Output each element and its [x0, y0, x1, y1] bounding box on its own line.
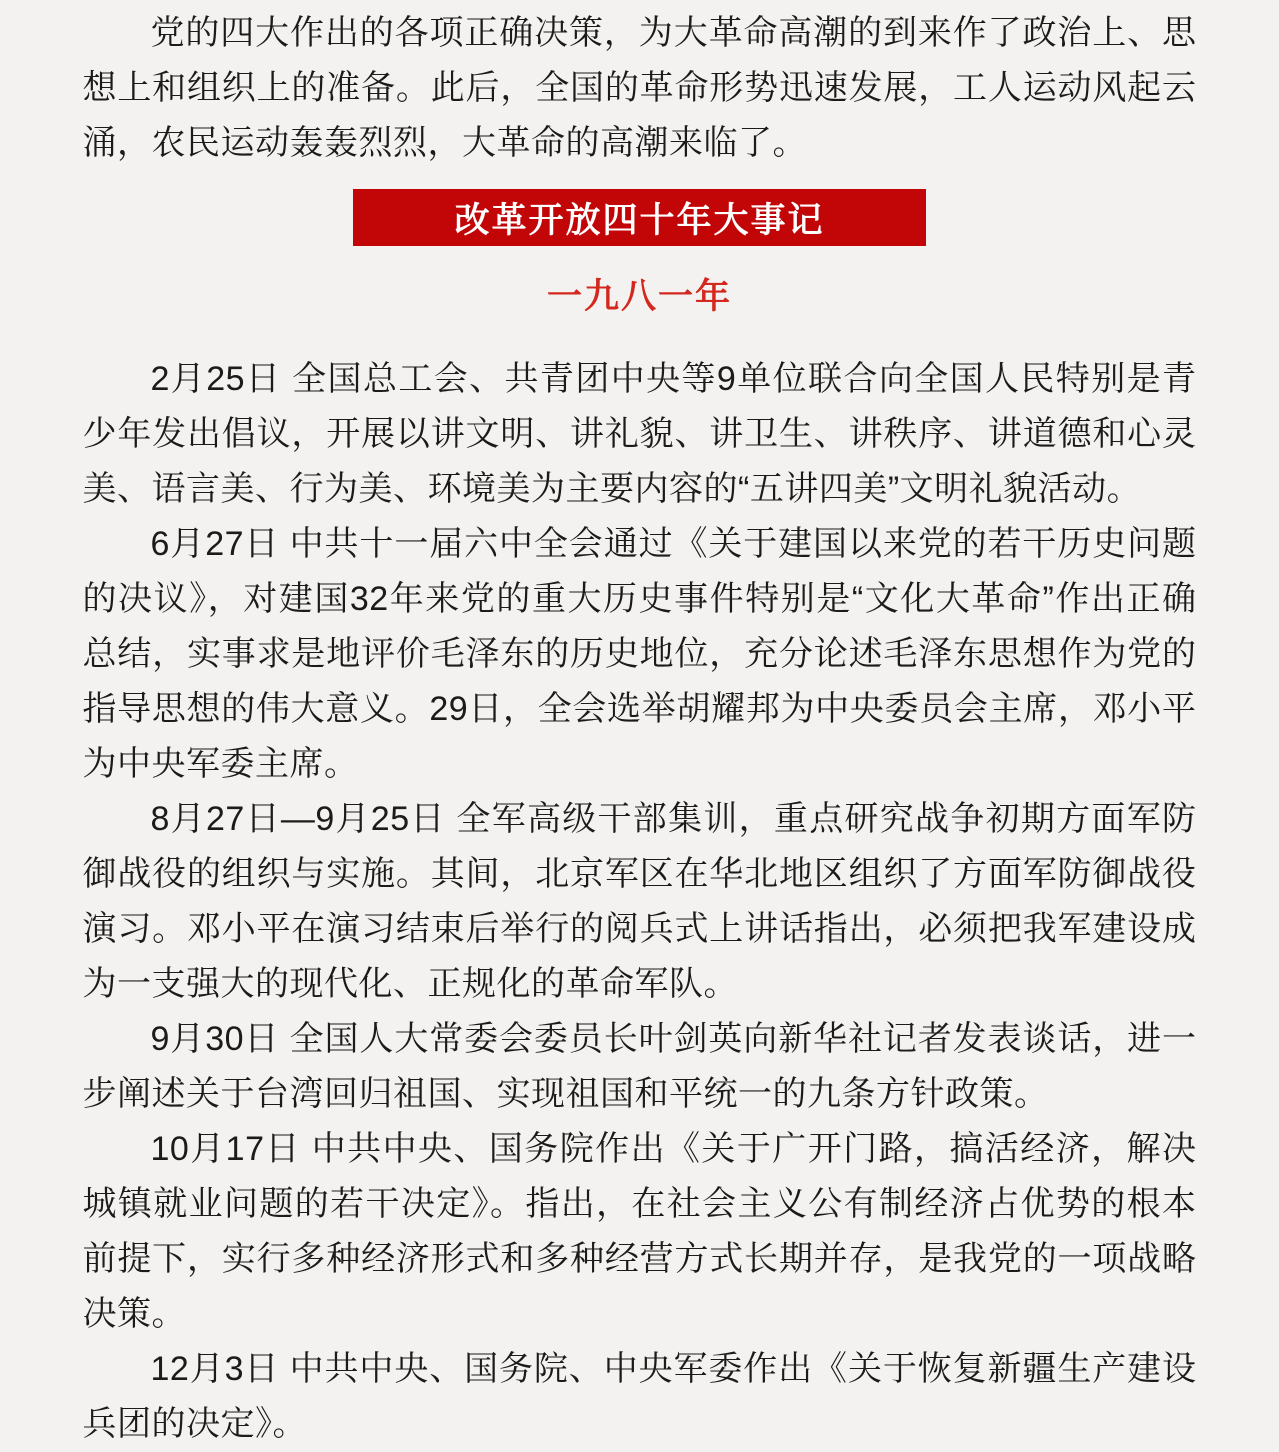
event-paragraph-feb25: 2月25日 全国总工会、共青团中央等9单位联合向全国人民特别是青少年发出倡议，开展以讲文明、讲礼貌、讲卫生、讲秩序、讲道德和心灵美、语言美、行为美、环境美为主要内容的“五讲四美”文明礼貌活动。	[82, 360, 1197, 508]
event-paragraph-aug27-sep25: 8月27日—9月25日 全军高级干部集训，重点研究战争初期方面军防御战役的组织与实施。其间，北京军区在华北地区组织了方面军防御战役演习。邓小平在演习结束后举行的阅兵式上讲话指出，必须把我军建设成为一支强大的现代化、正规化的革命军队。	[82, 800, 1197, 1003]
event-paragraph-dec3: 12月3日 中共中央、国务院、中央军委作出《关于恢复新疆生产建设兵团的决定》。	[82, 1350, 1197, 1443]
year-heading: 一九八一年	[546, 277, 732, 316]
events-list	[83, 352, 1197, 1452]
section-banner	[353, 189, 926, 246]
event-paragraph-jun27: 6月27日 中共十一届六中全会通过《关于建国以来党的若干历史问题的决议》，对建国32年来党的重大历史事件特别是“文化大革命”作出正确总结，实事求是地评价毛泽东的历史地位，充分论述毛泽东思想作为党的指导思想的伟大意义。29日，全会选举胡耀邦为中央委员会主席，邓小平为中央军委主席。	[82, 525, 1197, 783]
intro-paragraph: 党的四大作出的各项正确决策，为大革命高潮的到来作了政治上、思想上和组织上的准备。此后，全国的革命形势迅速发展，工人运动风起云涌，农民运动轰轰烈烈，大革命的高潮来临了。	[82, 14, 1197, 162]
banner-title: 改革开放四十年大事记	[454, 200, 825, 240]
article-content	[83, 6, 1197, 1452]
event-paragraph-oct17: 10月17日 中共中央、国务院作出《关于广开门路，搞活经济，解决城镇就业问题的若干决定》。指出，在社会主义公有制经济占优势的根本前提下，实行多种经济形式和多种经营方式长期并存，是我党的一项战略决策。	[82, 1130, 1197, 1333]
event-paragraph-sep30: 9月30日 全国人大常委会委员长叶剑英向新华社记者发表谈话，进一步阐述关于台湾回归祖国、实现祖国和平统一的九条方针政策。	[82, 1020, 1197, 1113]
